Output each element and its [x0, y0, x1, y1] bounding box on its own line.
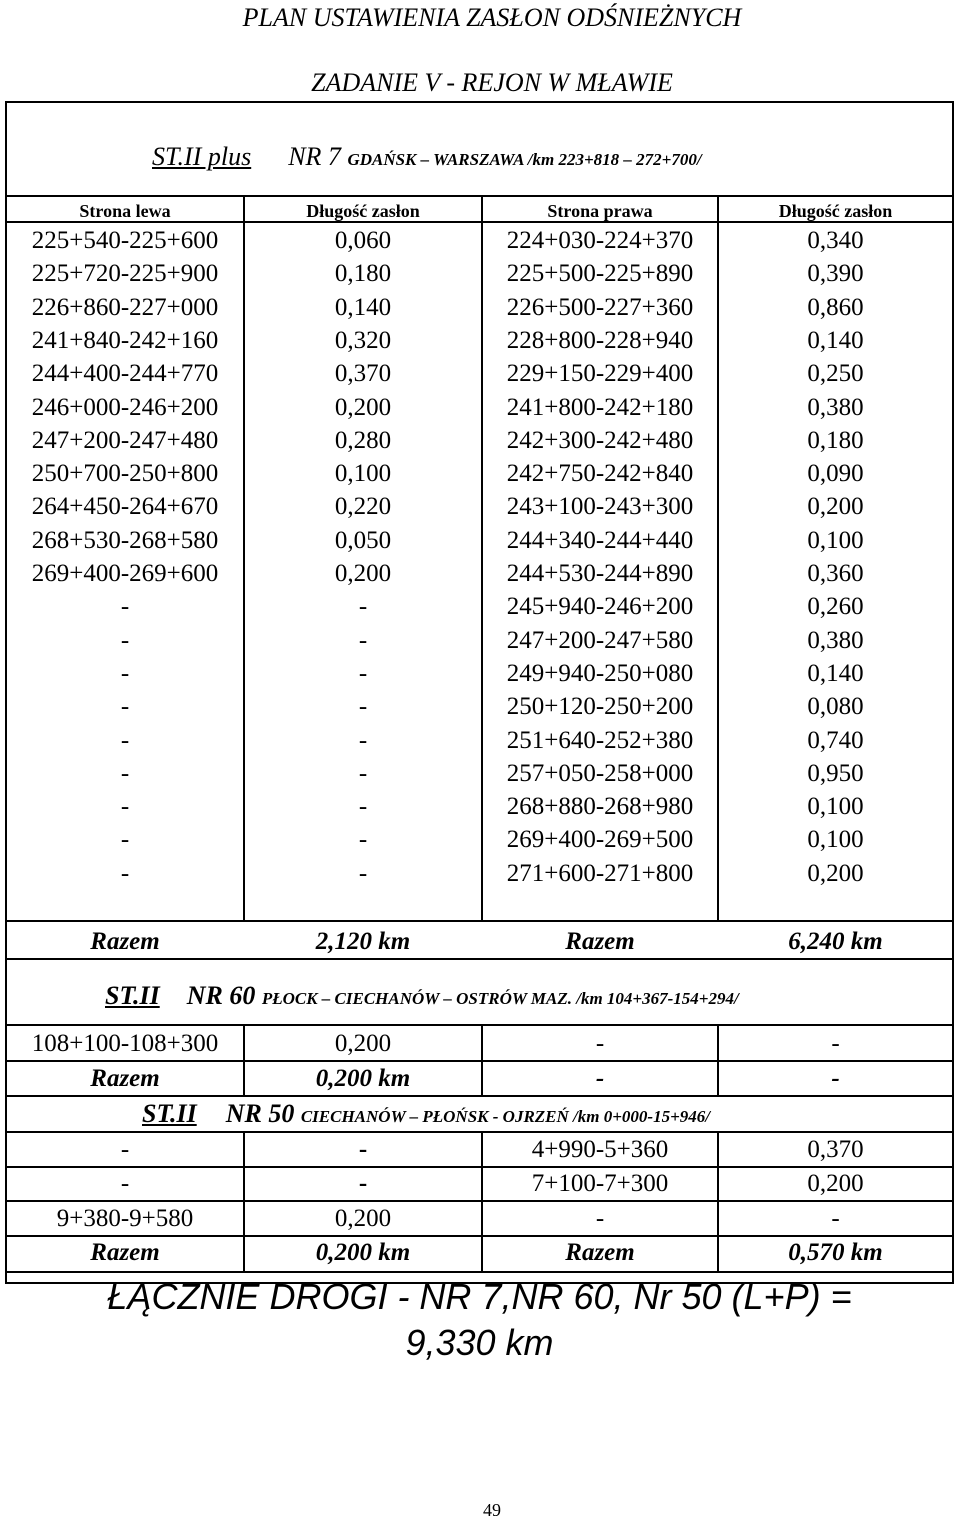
total-label: Razem: [565, 928, 635, 955]
total-label: -: [595, 1065, 605, 1092]
table-cell: 228+800-228+940: [506, 326, 694, 354]
table-cell: 268+530-268+580: [31, 526, 219, 554]
table-cell: -: [358, 793, 368, 821]
table-cell: 241+800-242+180: [506, 393, 694, 421]
table-cell: -: [358, 593, 368, 621]
table-cell: 0,380: [807, 626, 864, 654]
table-cell: 0,950: [807, 759, 864, 787]
road-route: GDAŃSK – WARSZAWA /km 223+818 – 272+700/: [347, 150, 702, 169]
road-number: NR 50: [225, 1099, 295, 1128]
table-cell: -: [120, 859, 130, 887]
table-cell: 0,200: [807, 1170, 864, 1197]
table-cell: 242+300-242+480: [506, 426, 694, 454]
column-header: Strona prawa: [547, 201, 653, 221]
column-header: Długość zasłon: [306, 201, 420, 221]
table-cell: 0,180: [807, 426, 864, 454]
road-route: PŁOCK – CIECHANÓW – OSTRÓW MAZ. /km 104+367-154+294/: [261, 989, 739, 1008]
divider: [5, 1095, 954, 1097]
table-cell: -: [595, 1205, 605, 1232]
table-cell: -: [120, 659, 130, 687]
table-cell: -: [358, 1170, 368, 1197]
table-cell: 246+000-246+200: [31, 393, 219, 421]
total-value: 0,200 km: [315, 1239, 411, 1266]
total-label: Razem: [90, 1239, 160, 1266]
table-cell: 271+600-271+800: [506, 859, 694, 887]
table-cell: -: [120, 726, 130, 754]
table-cell: -: [358, 626, 368, 654]
table-cell: 226+500-227+360: [506, 293, 694, 321]
table-cell: 250+700-250+800: [31, 460, 219, 488]
table-cell: 0,200: [807, 493, 864, 521]
total-value: 6,240 km: [788, 928, 883, 955]
table-cell: 0,370: [334, 360, 392, 388]
road-number: NR 60: [186, 981, 256, 1010]
table-cell: 0,200: [334, 393, 392, 421]
table-cell: 243+100-243+300: [506, 493, 694, 521]
table-cell: 0,100: [807, 826, 864, 854]
table-cell: 225+540-225+600: [31, 227, 219, 254]
table-cell: 229+150-229+400: [506, 360, 694, 388]
table-cell: 0,050: [334, 526, 392, 554]
section-heading-nr60: [105, 981, 739, 1014]
table-cell: 244+400-244+770: [31, 360, 219, 388]
table-cell: 269+400-269+500: [506, 826, 694, 854]
table-cell: 268+880-268+980: [506, 793, 694, 821]
total-label: Razem: [90, 1065, 160, 1092]
table-cell: -: [120, 593, 130, 621]
table-cell: 0,320: [334, 326, 392, 354]
table-cell: 244+340-244+440: [506, 526, 694, 554]
table-cell: 0,280: [334, 426, 392, 454]
table-cell: 0,100: [807, 526, 864, 554]
total-value: -: [831, 1065, 840, 1092]
divider: [5, 958, 954, 960]
table-cell: 0,140: [807, 326, 864, 354]
table-cell: 0,140: [334, 293, 392, 321]
divider: [5, 195, 954, 197]
table-cell: 244+530-244+890: [506, 560, 694, 587]
table-cell: 269+400-269+600: [31, 560, 219, 587]
table-cell: 224+030-224+370: [506, 227, 694, 254]
table-cell: -: [120, 793, 130, 821]
grand-total-value: 9,330 km: [405, 1322, 554, 1363]
total-value: 2,120 km: [315, 928, 411, 955]
grand-total-label: ŁĄCZNIE DROGI - NR 7,NR 60, Nr 50 (L+P) =: [107, 1276, 852, 1317]
total-value: 0,200 km: [315, 1065, 411, 1092]
divider: [5, 1271, 954, 1273]
table-cell: -: [831, 1030, 840, 1057]
total-label: Razem: [565, 1239, 635, 1266]
road-number: NR 7: [288, 142, 341, 171]
table-cell: 247+200-247+580: [506, 626, 694, 654]
table-cell: -: [120, 626, 130, 654]
table-cell: 0,260: [807, 593, 864, 621]
table-cell: 0,200: [807, 859, 864, 887]
table-cell: 225+720-225+900: [31, 260, 219, 288]
table-cell: -: [358, 826, 368, 854]
table-cell: 247+200-247+480: [31, 426, 219, 454]
table-cell: 0,080: [807, 693, 864, 721]
table-cell: 4+990-5+360: [531, 1136, 669, 1163]
section-heading-nr50: [142, 1099, 710, 1132]
table-cell: 0,380: [807, 393, 864, 421]
table-cell: 0,100: [334, 460, 392, 488]
document-subtitle: ZADANIE V - REJON W MŁAWIE: [311, 68, 673, 97]
table-cell: 0,100: [807, 793, 864, 821]
table-cell: 0,340: [807, 227, 864, 254]
column-header: Strona lewa: [79, 201, 171, 221]
table-cell: 0,390: [807, 260, 864, 288]
road-route: CIECHANÓW – PŁOŃSK - OJRZEŃ /km 0+000-15+946/: [300, 1107, 710, 1126]
table-cell: 226+860-227+000: [31, 293, 219, 321]
table-cell: 108+100-108+300: [31, 1030, 219, 1057]
divider: [5, 1024, 954, 1026]
table-cell: -: [831, 1205, 840, 1232]
table-cell: -: [120, 826, 130, 854]
divider: [5, 1235, 954, 1237]
section-heading-nr7: [152, 142, 702, 175]
table-cell: 0,250: [807, 360, 864, 388]
table-cell: 0,200: [334, 560, 392, 587]
table-cell: -: [358, 659, 368, 687]
table-cell: 241+840-242+160: [31, 326, 219, 354]
section-prefix: ST.II: [142, 1099, 197, 1128]
table-cell: 249+940-250+080: [506, 659, 694, 687]
table-cell: 225+500-225+890: [506, 260, 694, 288]
table-cell: -: [120, 759, 130, 787]
table-cell: 0,360: [807, 560, 864, 587]
table-cell: 0,220: [334, 493, 392, 521]
table-cell: 0,090: [807, 460, 864, 488]
table-cell: 0,140: [807, 659, 864, 687]
divider: [5, 1060, 954, 1062]
divider: [5, 920, 954, 922]
column-header: Długość zasłon: [778, 201, 893, 221]
section-prefix: ST.II: [105, 981, 160, 1010]
table-cell: 251+640-252+380: [506, 726, 694, 754]
table-cell: 7+100-7+300: [531, 1170, 669, 1197]
table-cell: -: [358, 859, 368, 887]
table-cell: 242+750-242+840: [506, 460, 694, 488]
table-cell: -: [595, 1030, 605, 1057]
table-cell: -: [120, 693, 130, 721]
document-title: PLAN USTAWIENIA ZASŁON ODŚNIEŻNYCH: [242, 3, 742, 32]
table-cell: 0,860: [807, 293, 864, 321]
table-cell: -: [358, 759, 368, 787]
table-cell: 0,200: [334, 1030, 392, 1057]
total-label: Razem: [90, 928, 160, 955]
section-prefix: ST.II plus: [152, 142, 252, 171]
table-cell: -: [358, 1136, 368, 1163]
total-value: 0,570 km: [788, 1239, 883, 1266]
table-cell: 0,200: [334, 1205, 392, 1232]
table-cell: 0,060: [334, 227, 392, 254]
table-cell: 0,180: [334, 260, 392, 288]
table-cell: -: [120, 1136, 130, 1163]
table-cell: 250+120-250+200: [506, 693, 694, 721]
table-cell: -: [358, 726, 368, 754]
page-number: 49: [483, 1500, 501, 1520]
table-cell: 9+380-9+580: [56, 1205, 194, 1232]
table-cell: -: [358, 693, 368, 721]
table-cell: -: [120, 1170, 130, 1197]
table-cell: 0,740: [807, 726, 864, 754]
table-cell: 264+450-264+670: [31, 493, 219, 521]
table-cell: 0,370: [807, 1136, 864, 1163]
table-cell: 257+050-258+000: [506, 759, 694, 787]
table-cell: 245+940-246+200: [506, 593, 694, 621]
